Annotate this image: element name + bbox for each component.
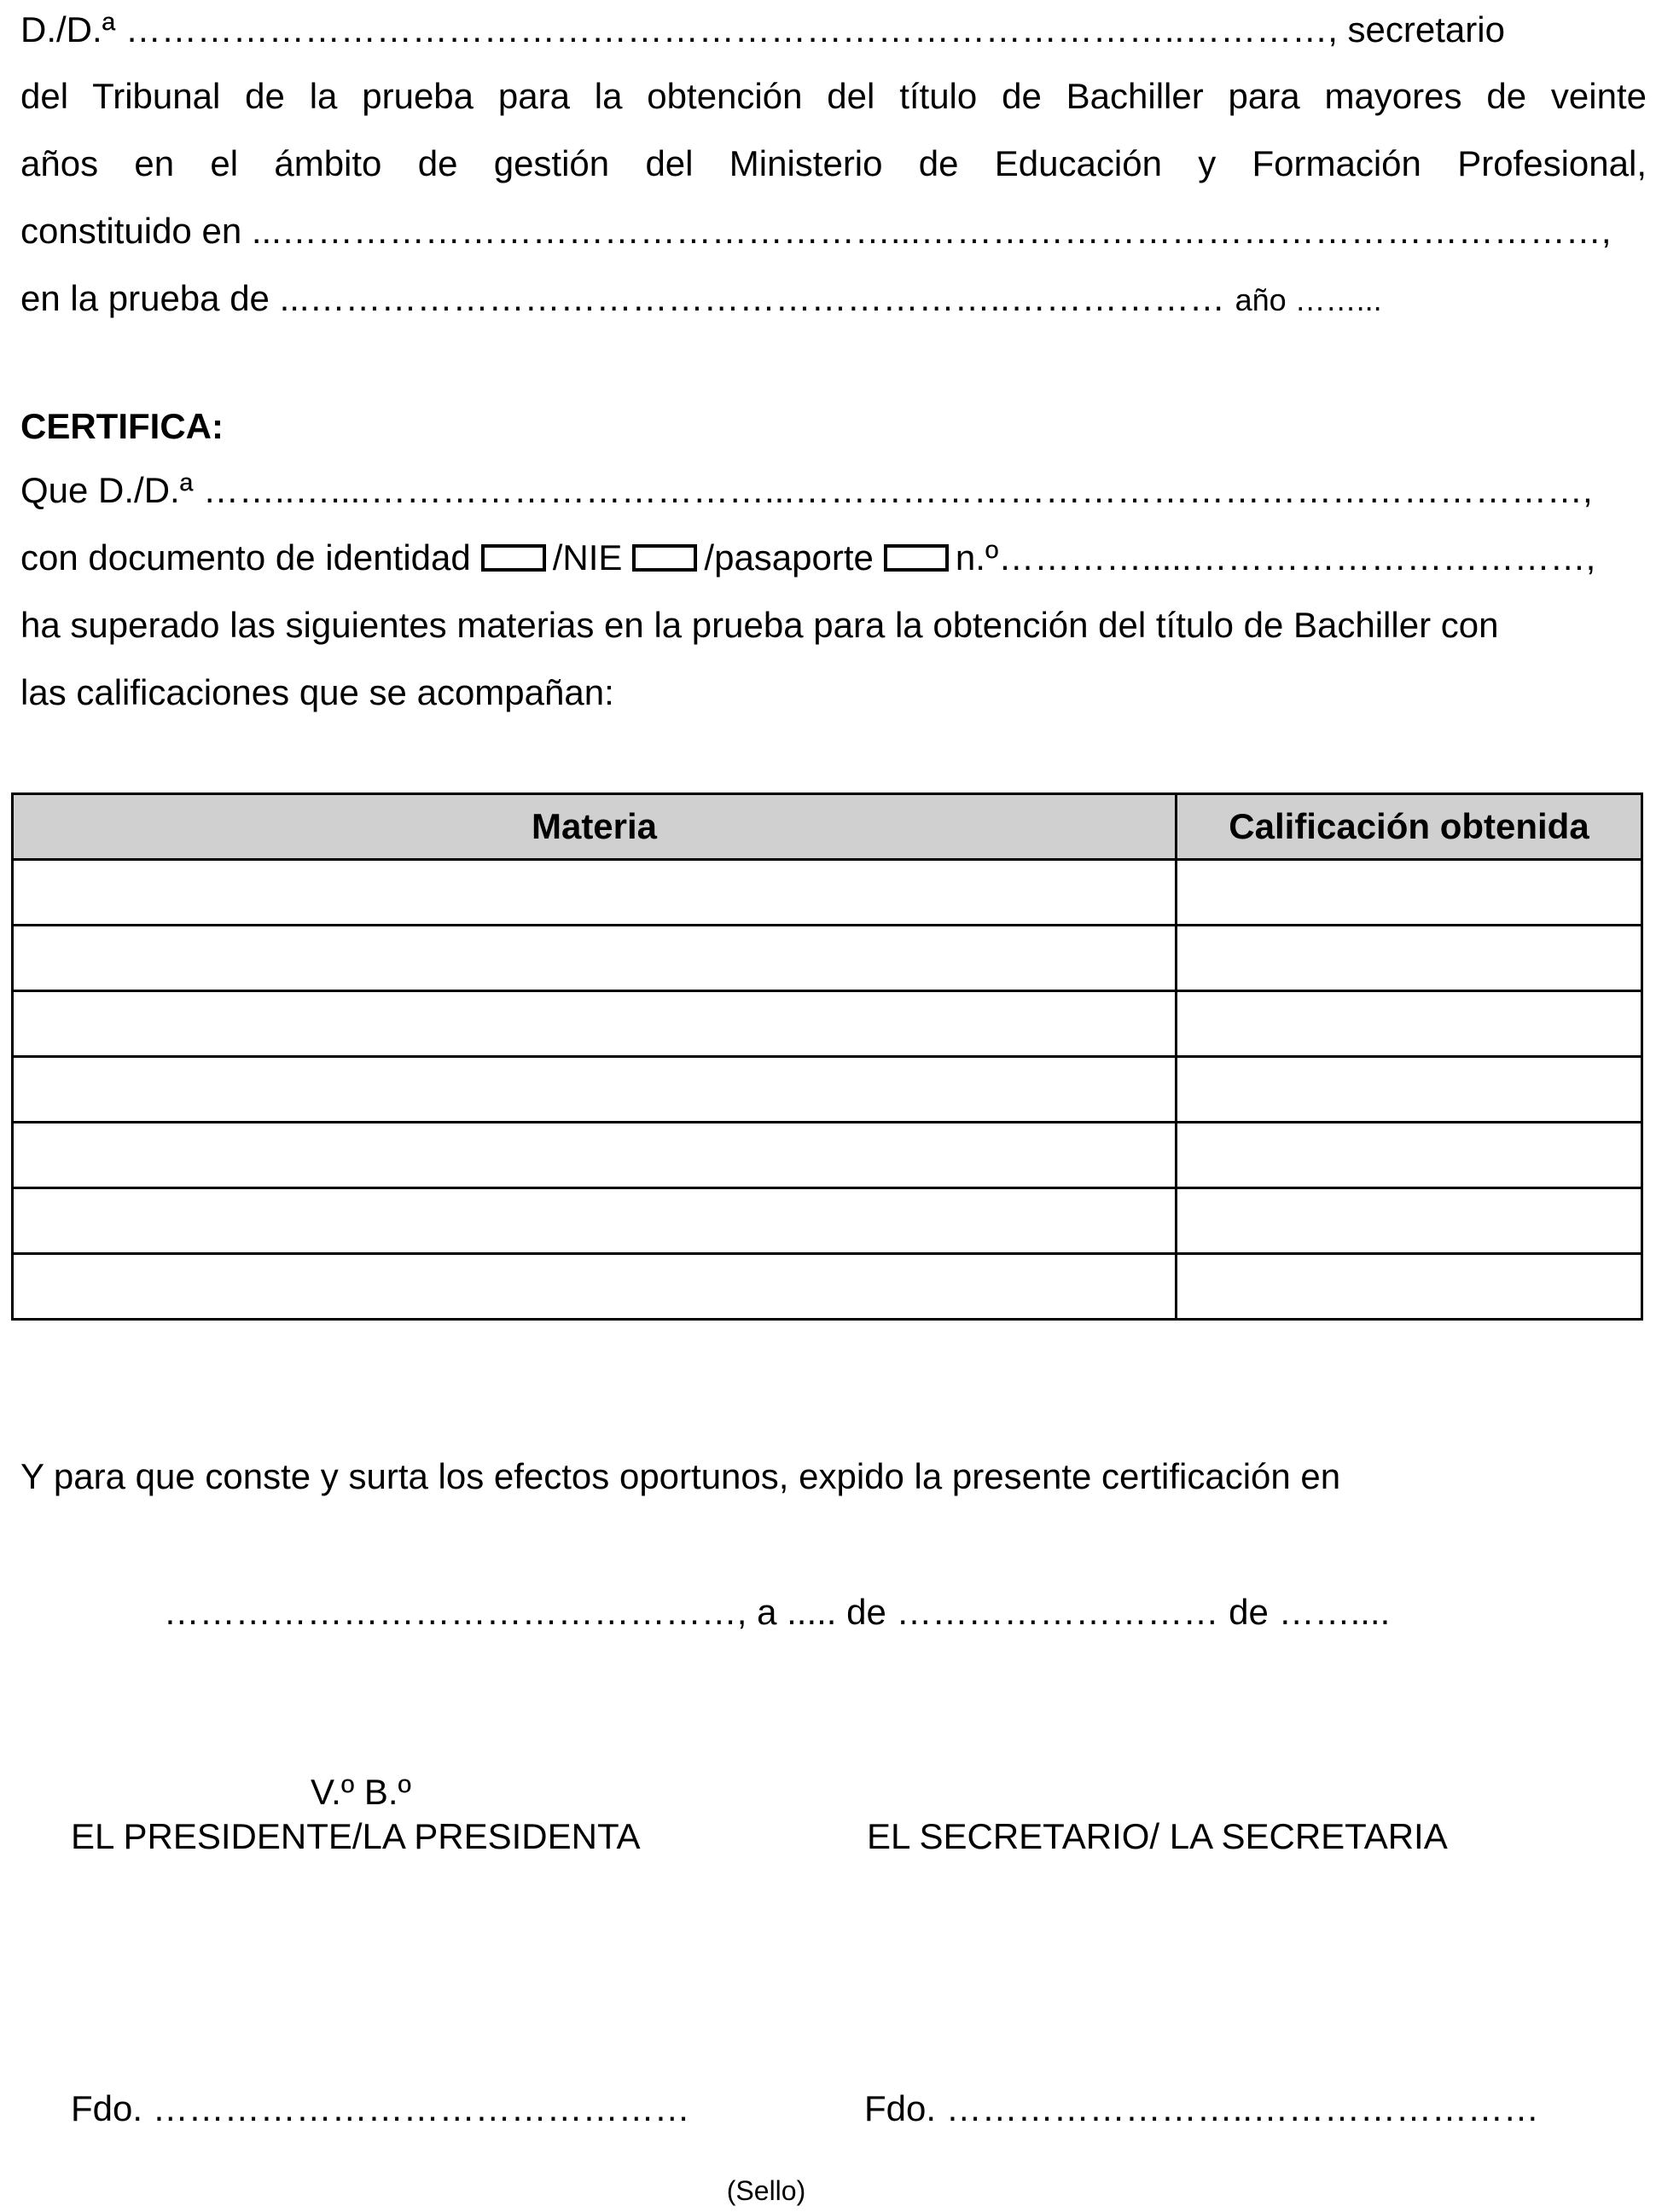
certifica-heading: CERTIFICA: bbox=[20, 406, 224, 446]
calificacion-cell[interactable] bbox=[1177, 991, 1642, 1057]
intro-line-2: del Tribunal de la prueba para la obtención del título de Bachiller para mayores de veinte bbox=[20, 76, 1647, 116]
seal-label: (Sello) bbox=[726, 2175, 806, 2206]
id-document-line bbox=[20, 537, 1647, 579]
materia-cell[interactable] bbox=[13, 1057, 1177, 1123]
table-row bbox=[13, 1188, 1642, 1254]
secretary-title: EL SECRETARIO/ LA SECRETARIA bbox=[867, 1816, 1448, 1856]
secretary-signature-line: Fdo. ……………………..…………………… bbox=[864, 2088, 1540, 2128]
intro-line-5 bbox=[20, 277, 1647, 322]
certifica-line-4: las calificaciones que se acompañan: bbox=[20, 672, 614, 712]
year-field: año ……... bbox=[1235, 282, 1382, 317]
table-row bbox=[13, 860, 1642, 926]
grades-table bbox=[11, 792, 1643, 1321]
calificacion-cell[interactable] bbox=[1177, 1188, 1642, 1254]
calificacion-cell[interactable] bbox=[1177, 1254, 1642, 1320]
place-date-line: …………………………………………, a ..... de ……………………… de …….... bbox=[163, 1592, 1391, 1632]
calificacion-cell[interactable] bbox=[1177, 1057, 1642, 1123]
closing-statement: Y para que conste y surta los efectos oportunos, expido la presente certificación en bbox=[20, 1456, 1341, 1496]
intro-line-4: constituido en ...……………………………………………...…………………………………………………, bbox=[20, 211, 1612, 251]
nie-label: /NIE bbox=[552, 537, 623, 578]
materia-cell[interactable] bbox=[13, 1254, 1177, 1320]
nie-checkbox[interactable] bbox=[632, 544, 697, 572]
materia-cell[interactable] bbox=[13, 1123, 1177, 1188]
grades-table-header bbox=[13, 794, 1642, 860]
calificacion-cell[interactable] bbox=[1177, 926, 1642, 991]
id-prefix: con documento de identidad bbox=[20, 537, 471, 578]
table-row bbox=[13, 1057, 1642, 1123]
header-materia: Materia bbox=[13, 794, 1177, 860]
certifica-line-1: Que D./D.ª ……..…....……………………………...…………………………………………………………, bbox=[20, 470, 1593, 510]
dni-checkbox[interactable] bbox=[481, 544, 546, 572]
intro-line-1: D./D.ª ……………………………………………………………………………..…………, secretario bbox=[20, 9, 1505, 49]
calificacion-cell[interactable] bbox=[1177, 1123, 1642, 1188]
calificacion-cell[interactable] bbox=[1177, 860, 1642, 926]
certifica-line-3: ha superado las siguientes materias en la prueba para la obtención del título de Bachiller con bbox=[20, 605, 1499, 645]
materia-cell[interactable] bbox=[13, 1188, 1177, 1254]
materia-cell[interactable] bbox=[13, 860, 1177, 926]
materia-cell[interactable] bbox=[13, 926, 1177, 991]
header-calificacion: Calificación obtenida bbox=[1177, 794, 1642, 860]
table-row bbox=[13, 1254, 1642, 1320]
prueba-field: en la prueba de ...…………………………………………………..……………… bbox=[20, 278, 1225, 318]
pasaporte-checkbox[interactable] bbox=[884, 544, 949, 572]
document-number-field: n.º………….....……………………………, bbox=[955, 537, 1596, 578]
table-row bbox=[13, 991, 1642, 1057]
pasaporte-label: /pasaporte bbox=[704, 537, 874, 578]
table-row bbox=[13, 926, 1642, 991]
vobo-label: V.º B.º bbox=[311, 1772, 411, 1812]
president-title: EL PRESIDENTE/LA PRESIDENTA bbox=[71, 1816, 641, 1856]
president-signature-line: Fdo. ……………………………………… bbox=[71, 2088, 690, 2128]
materia-cell[interactable] bbox=[13, 991, 1177, 1057]
table-row bbox=[13, 1123, 1642, 1188]
intro-line-3: años en el ámbito de gestión del Ministerio de Educación y Formación Profesional, bbox=[20, 143, 1647, 183]
